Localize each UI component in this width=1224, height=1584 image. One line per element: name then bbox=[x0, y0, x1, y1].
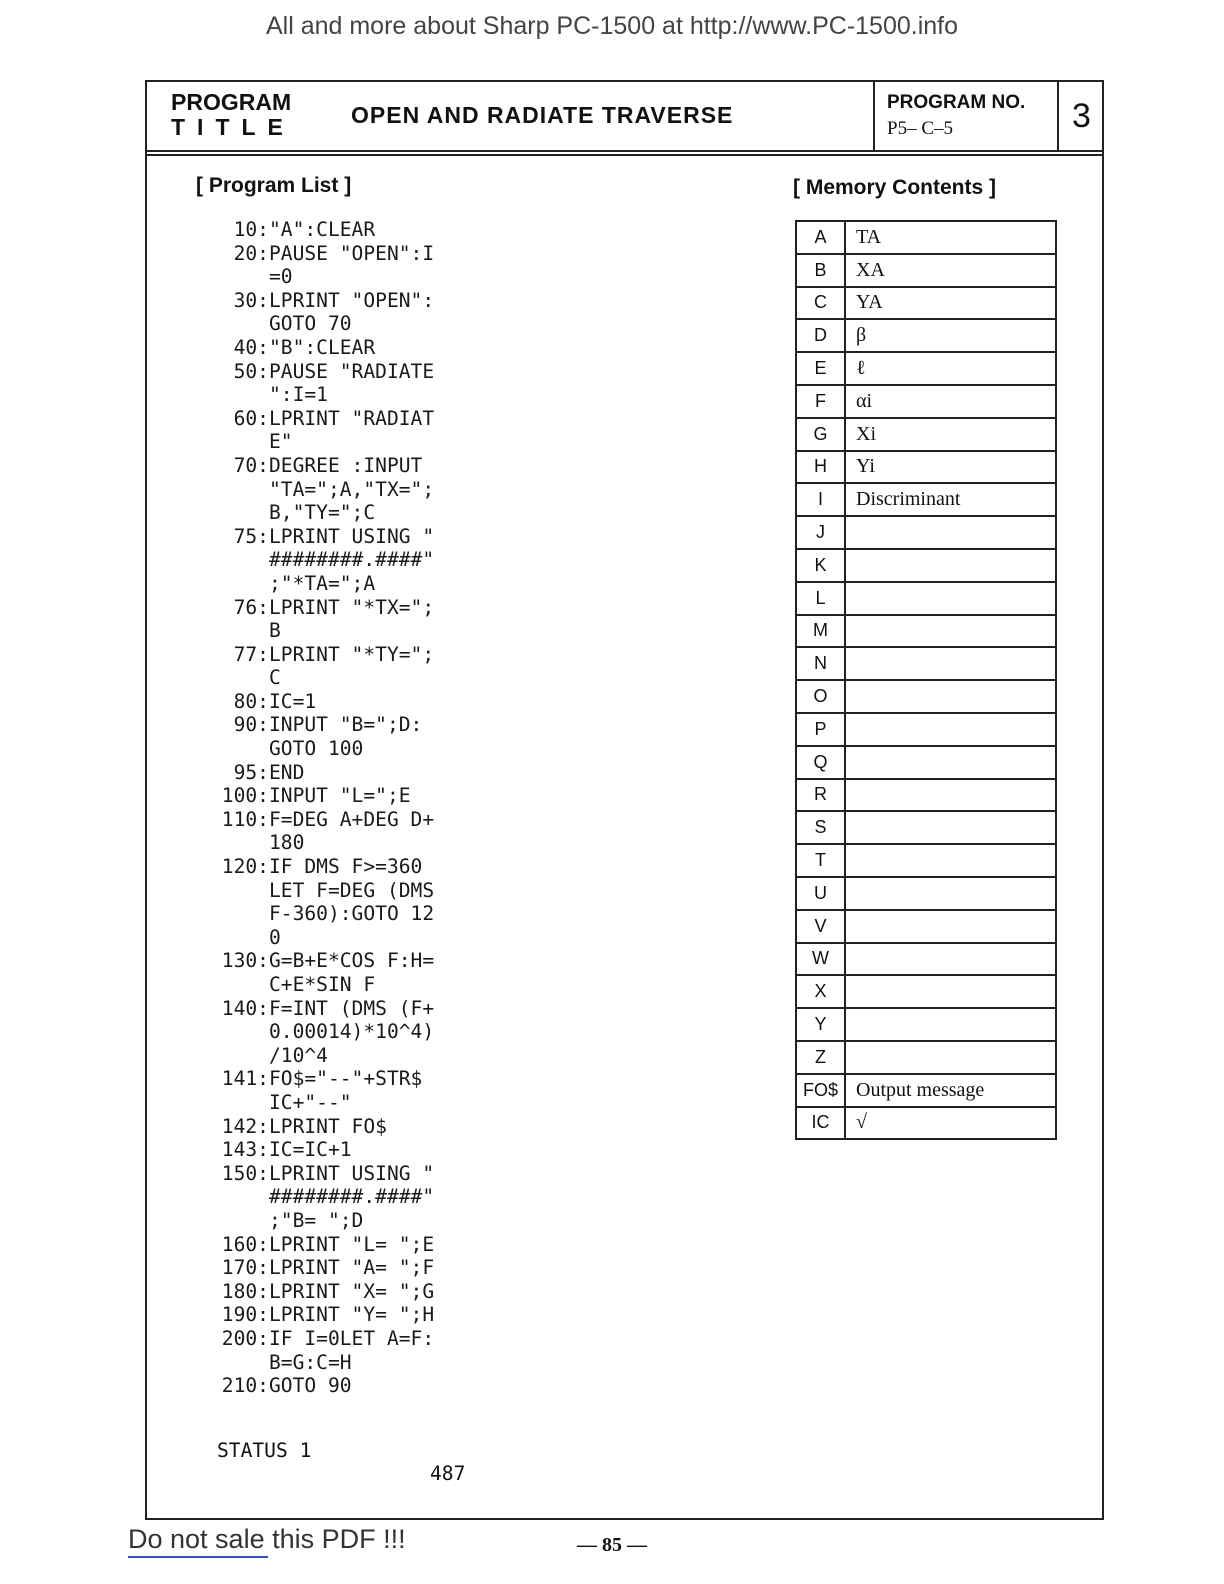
memory-register: M bbox=[796, 615, 845, 648]
program-line: 141:FO$="--"+STR$ bbox=[210, 1067, 423, 1091]
memory-register: IC bbox=[796, 1107, 845, 1140]
program-line: GOTO 70 bbox=[210, 312, 352, 336]
program-number-label: PROGRAM NO. bbox=[887, 92, 1026, 113]
memory-row bbox=[796, 418, 1056, 451]
memory-row bbox=[796, 943, 1056, 976]
memory-contents: √ bbox=[845, 1107, 1056, 1140]
memory-row bbox=[796, 910, 1056, 943]
memory-row bbox=[796, 1107, 1056, 1140]
memory-register: P bbox=[796, 713, 845, 746]
program-line: 190:LPRINT "Y= ";H bbox=[210, 1303, 435, 1327]
memory-row bbox=[796, 844, 1056, 877]
program-line: "TA=";A,"TX="; bbox=[210, 477, 435, 501]
program-sheet bbox=[145, 80, 1104, 1520]
memory-contents bbox=[845, 1041, 1056, 1074]
program-line: ;"B= ";D bbox=[210, 1208, 364, 1232]
memory-contents: XA bbox=[845, 254, 1056, 287]
memory-contents: TA bbox=[845, 221, 1056, 254]
program-label-line2: TITLE bbox=[171, 114, 295, 140]
program-list-heading: [ Program List ] bbox=[196, 174, 352, 197]
memory-contents: Output message bbox=[845, 1074, 1056, 1107]
program-line: C+E*SIN F bbox=[210, 973, 376, 996]
memory-contents bbox=[845, 516, 1056, 549]
program-line: 150:LPRINT USING " bbox=[210, 1161, 435, 1185]
program-line: 180 bbox=[210, 831, 305, 855]
program-line: 0 bbox=[210, 925, 281, 949]
memory-register: C bbox=[796, 287, 845, 320]
memory-register: G bbox=[796, 418, 845, 451]
program-sequence-number: 3 bbox=[1072, 97, 1091, 135]
memory-row bbox=[796, 779, 1056, 812]
header-divider bbox=[147, 154, 1102, 156]
memory-row bbox=[796, 516, 1056, 549]
memory-contents: αi bbox=[845, 385, 1056, 418]
memory-contents bbox=[845, 943, 1056, 976]
memory-contents bbox=[845, 582, 1056, 615]
program-line: 143:IC=IC+1 bbox=[210, 1138, 352, 1162]
memory-contents: YA bbox=[845, 287, 1056, 320]
memory-row bbox=[796, 811, 1056, 844]
program-line: 40:"B":CLEAR bbox=[210, 335, 376, 359]
memory-contents bbox=[845, 549, 1056, 582]
program-line: B bbox=[210, 619, 281, 643]
program-line: 120:IF DMS F>=360 bbox=[210, 855, 423, 879]
program-line: ;"*TA=";A bbox=[210, 571, 376, 595]
memory-register: H bbox=[796, 451, 845, 484]
memory-row bbox=[796, 549, 1056, 582]
program-line: 160:LPRINT "L= ";E bbox=[210, 1232, 435, 1256]
footer-note-text: Do not sale this PDF !!! bbox=[128, 1524, 406, 1554]
memory-contents bbox=[845, 647, 1056, 680]
memory-row bbox=[796, 1074, 1056, 1107]
program-line: 50:PAUSE "RADIATE bbox=[210, 359, 435, 383]
memory-register: Y bbox=[796, 1008, 845, 1041]
status-label: STATUS 1 bbox=[217, 1439, 312, 1462]
memory-row bbox=[796, 483, 1056, 516]
program-line: 90:INPUT "B=";D: bbox=[210, 713, 423, 737]
memory-register: F bbox=[796, 385, 845, 418]
memory-contents bbox=[845, 811, 1056, 844]
memory-contents-table bbox=[795, 220, 1057, 1140]
memory-register: E bbox=[796, 352, 845, 385]
memory-contents: Yi bbox=[845, 451, 1056, 484]
program-line: 130:G=B+E*COS F:H= bbox=[210, 949, 435, 973]
program-title: OPEN AND RADIATE TRAVERSE bbox=[351, 102, 734, 128]
memory-register: B bbox=[796, 254, 845, 287]
memory-contents bbox=[845, 713, 1056, 746]
program-listing bbox=[210, 218, 434, 1398]
memory-register: I bbox=[796, 483, 845, 516]
memory-contents: Xi bbox=[845, 418, 1056, 451]
program-line: ########.####" bbox=[210, 1185, 435, 1209]
program-line: 100:INPUT "L=";E bbox=[210, 784, 411, 808]
memory-register: Q bbox=[796, 746, 845, 779]
memory-row bbox=[796, 680, 1056, 713]
program-line: 210:GOTO 90 bbox=[210, 1374, 352, 1398]
memory-contents bbox=[845, 779, 1056, 812]
memory-contents bbox=[845, 746, 1056, 779]
memory-row bbox=[796, 451, 1056, 484]
memory-contents bbox=[845, 975, 1056, 1008]
program-line: 110:F=DEG A+DEG D+ bbox=[210, 807, 435, 831]
program-line: F-360):GOTO 12 bbox=[210, 902, 435, 926]
program-line: ":I=1 bbox=[210, 383, 328, 407]
program-line: 95:END bbox=[210, 760, 305, 784]
memory-contents bbox=[845, 910, 1056, 943]
program-header bbox=[147, 82, 1102, 152]
program-line: B,"TY=";C bbox=[210, 501, 376, 525]
memory-contents bbox=[845, 1008, 1056, 1041]
memory-contents bbox=[845, 877, 1056, 910]
memory-register: K bbox=[796, 549, 845, 582]
program-line: IC+"--" bbox=[210, 1090, 352, 1114]
memory-row bbox=[796, 319, 1056, 352]
program-line: 0.00014)*10^4) bbox=[210, 1020, 435, 1044]
memory-register: T bbox=[796, 844, 845, 877]
program-number-value: P5– C–5 bbox=[887, 118, 953, 139]
program-line: /10^4 bbox=[210, 1043, 328, 1067]
memory-register: R bbox=[796, 779, 845, 812]
status-bytes: 487 bbox=[430, 1462, 466, 1485]
memory-row bbox=[796, 746, 1056, 779]
memory-row bbox=[796, 647, 1056, 680]
memory-register: S bbox=[796, 811, 845, 844]
program-number-box bbox=[873, 82, 1059, 150]
memory-contents bbox=[845, 680, 1056, 713]
memory-register: D bbox=[796, 319, 845, 352]
memory-register: O bbox=[796, 680, 845, 713]
memory-register: A bbox=[796, 221, 845, 254]
program-line: ########.####" bbox=[210, 548, 435, 572]
memory-contents bbox=[845, 615, 1056, 648]
program-line: 60:LPRINT "RADIAT bbox=[210, 406, 435, 430]
program-line: 140:F=INT (DMS (F+ bbox=[210, 996, 435, 1020]
program-title-label bbox=[171, 90, 295, 140]
program-line: 200:IF I=0LET A=F: bbox=[210, 1326, 435, 1350]
memory-contents-heading: [ Memory Contents ] bbox=[793, 176, 997, 199]
program-line: 20:PAUSE "OPEN":I bbox=[210, 241, 435, 265]
memory-row bbox=[796, 713, 1056, 746]
program-line: 75:LPRINT USING " bbox=[210, 524, 435, 548]
site-banner: All and more about Sharp PC-1500 at http://www.PC-1500.info bbox=[265, 12, 959, 40]
memory-row bbox=[796, 385, 1056, 418]
program-line: 170:LPRINT "A= ";F bbox=[210, 1256, 435, 1280]
memory-contents bbox=[845, 844, 1056, 877]
program-label-line1: PROGRAM bbox=[171, 89, 292, 115]
program-line: 10:"A":CLEAR bbox=[210, 218, 376, 241]
program-line: 30:LPRINT "OPEN": bbox=[210, 288, 435, 312]
memory-contents: ℓ bbox=[845, 352, 1056, 385]
program-line: C bbox=[210, 666, 281, 690]
memory-row bbox=[796, 975, 1056, 1008]
page-number: — 85 — bbox=[577, 1534, 647, 1556]
memory-register: L bbox=[796, 582, 845, 615]
memory-row bbox=[796, 877, 1056, 910]
program-line: =0 bbox=[210, 265, 293, 289]
program-line: E" bbox=[210, 430, 293, 454]
memory-row bbox=[796, 221, 1056, 254]
memory-register: Z bbox=[796, 1041, 845, 1074]
memory-contents: β bbox=[845, 319, 1056, 352]
memory-register: J bbox=[796, 516, 845, 549]
memory-register: FO$ bbox=[796, 1074, 845, 1107]
memory-row bbox=[796, 615, 1056, 648]
program-line: LET F=DEG (DMS bbox=[210, 878, 435, 902]
program-line: B=G:C=H bbox=[210, 1350, 352, 1374]
program-line: 76:LPRINT "*TX="; bbox=[210, 595, 435, 619]
memory-row bbox=[796, 287, 1056, 320]
memory-row bbox=[796, 1041, 1056, 1074]
memory-register: U bbox=[796, 877, 845, 910]
memory-row bbox=[796, 582, 1056, 615]
memory-register: N bbox=[796, 647, 845, 680]
memory-register: V bbox=[796, 910, 845, 943]
memory-register: X bbox=[796, 975, 845, 1008]
memory-contents: Discriminant bbox=[845, 483, 1056, 516]
memory-row bbox=[796, 1008, 1056, 1041]
program-line: 70:DEGREE :INPUT bbox=[210, 453, 423, 477]
program-line: GOTO 100 bbox=[210, 737, 364, 761]
memory-row bbox=[796, 254, 1056, 287]
memory-row bbox=[796, 352, 1056, 385]
memory-register: W bbox=[796, 943, 845, 976]
program-line: 142:LPRINT FO$ bbox=[210, 1114, 387, 1138]
program-line: 180:LPRINT "X= ";G bbox=[210, 1279, 435, 1303]
program-line: 80:IC=1 bbox=[210, 689, 317, 713]
program-line: 77:LPRINT "*TY="; bbox=[210, 642, 435, 666]
